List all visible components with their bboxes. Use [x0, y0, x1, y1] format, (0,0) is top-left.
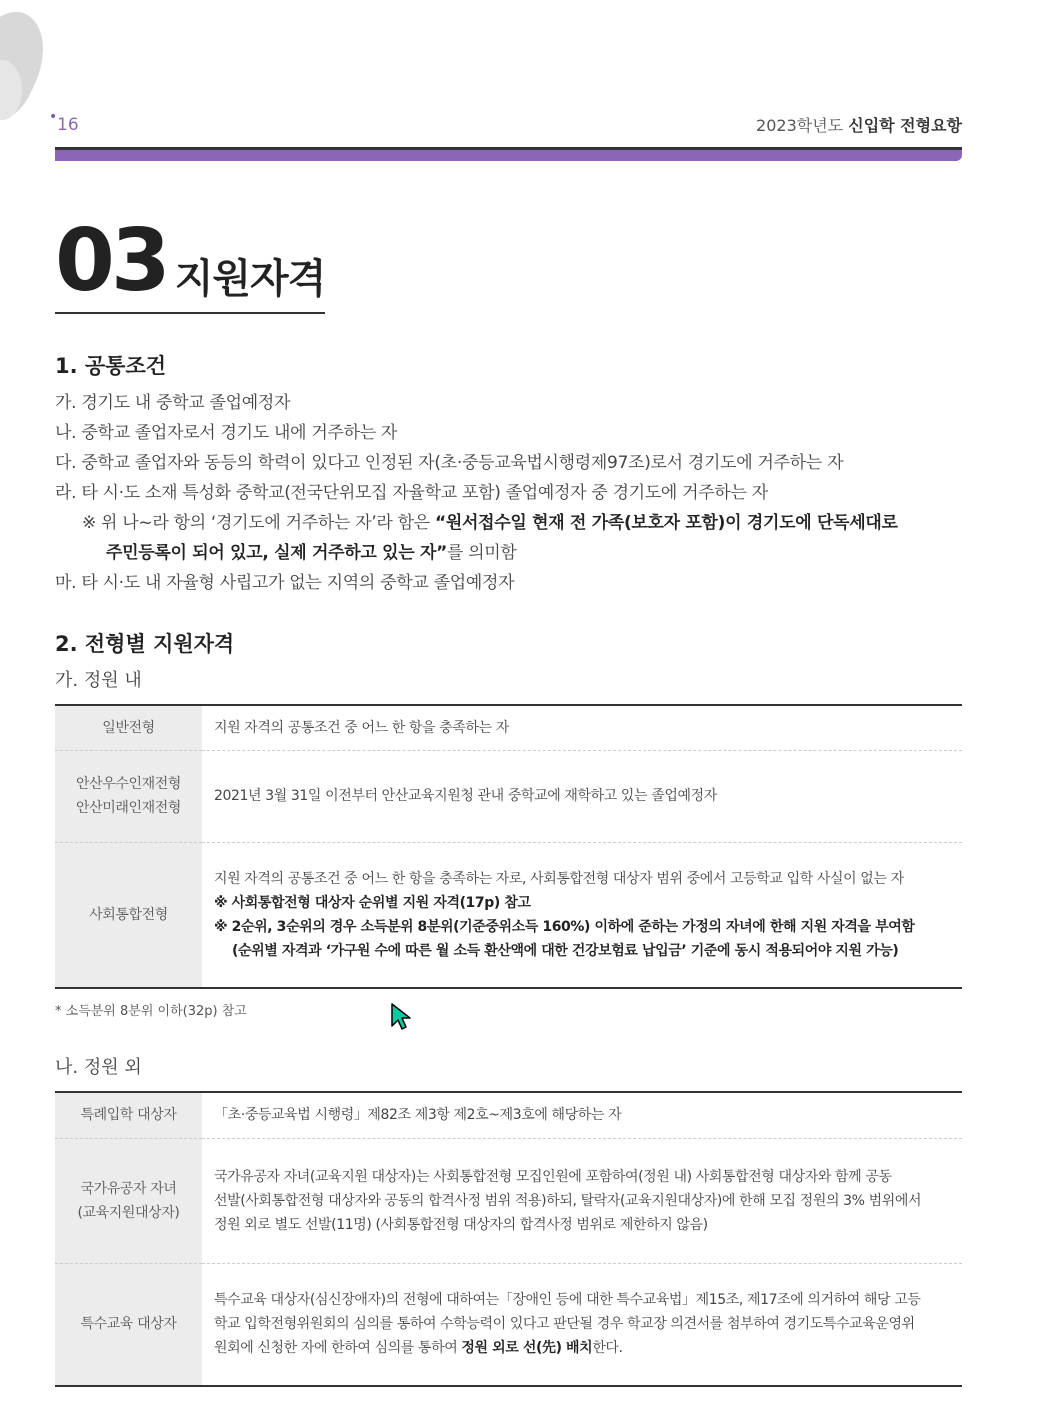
table-row [55, 1138, 962, 1263]
row-value-line-bold: ※ 사회통합전형 대상자 순위별 지원 자격(17p) 참고 [214, 894, 531, 911]
page-dot-icon: • [49, 109, 58, 125]
header-title-bold: 신입학 전형요항 [848, 116, 962, 135]
row-value: 「초·중등교육법 시행령」제82조 제3항 제2호~제3호에 해당하는 자 [202, 1093, 962, 1138]
row-value [202, 1263, 962, 1386]
common-heading: 1. 공통조건 [55, 354, 167, 378]
row-value-line: 지원 자격의 공통조건 중 어느 한 항을 충족하는 자로, 사회통합전형 대상자 범위 중에서 고등학교 입학 사실이 없는 자 [214, 870, 904, 887]
row-label [55, 750, 202, 842]
header-year: 2023학년도 [756, 116, 849, 135]
row-value-line: 정원 외로 별도 선발(11명) (사회통합전형 대상자의 합격사정 범위로 제한하지 않음) [214, 1216, 708, 1233]
footnote: * 소득분위 8분위 이하(32p) 참고 [55, 1004, 247, 1019]
row-label-line: 안산미래인재전형 [76, 800, 181, 816]
table-row [55, 842, 962, 988]
row-value-text: 한다. [592, 1340, 623, 1357]
row-value-bold: 정원 외로 선(先) 배치 [461, 1340, 593, 1357]
common-item: 마. 타 시·도 내 자율형 사립고가 없는 지역의 중학교 졸업예정자 [55, 573, 515, 593]
row-value-text: 원회에 신청한 자에 한하여 심의를 통하여 [214, 1340, 462, 1357]
row-label-line: 국가유공자 자녀 [80, 1180, 177, 1197]
row-value-line: 학교 입학전형위원회의 심의를 통하여 수학능력이 있다고 판단될 경우 학교장 의견서를 첨부하여 경기도특수교육운영위 [214, 1316, 915, 1333]
row-value-line-bold: ※ 2순위, 3순위의 경우 소득분위 8분위(기준중위소득 160%) 이하에 준하는 가정의 자녀에 한해 지원 자격을 부여함 [214, 918, 915, 935]
page-number [49, 109, 79, 135]
row-value: 2021년 3월 31일 이전부터 안산교육지원청 관내 중학교에 재학하고 있는 졸업예정자 [202, 750, 962, 842]
row-value-line: 국가유공자 자녀(교육지원 대상자)는 사회통합전형 모집인원에 포함하여(정원 내) 사회통합전형 대상자와 함께 공동 [214, 1168, 892, 1185]
common-item: 가. 경기도 내 중학교 졸업예정자 [55, 393, 291, 413]
outside-quota-table [55, 1093, 962, 1387]
row-label: 특례입학 대상자 [55, 1093, 202, 1138]
table-row [55, 750, 962, 842]
by-type-heading: 2. 전형별 지원자격 [55, 632, 235, 656]
row-value-line: 특수교육 대상자(심신장애자)의 전형에 대하여는「장애인 등에 대한 특수교육법」제15조, 제17조에 의거하여 해당 고등 [214, 1292, 921, 1309]
common-note-bold: “원서접수일 현재 전 가족(보호자 포함)이 경기도에 단독세대로 [435, 513, 898, 533]
common-item: 라. 타 시·도 소재 특성화 중학교(전국단위모집 자율학교 포함) 졸업예정자 중 경기도에 거주하는 자 [55, 483, 768, 503]
common-note-suffix: 를 의미함 [446, 543, 517, 563]
row-label: 특수교육 대상자 [55, 1263, 202, 1386]
section-heading [55, 211, 326, 311]
within-quota-subheading: 가. 정원 내 [55, 670, 142, 691]
common-item: 다. 중학교 졸업자와 동등의 학력이 있다고 인정된 자(초·중등교육법시행령제97조)로서 경기도에 거주하는 자 [55, 453, 844, 473]
section-title: 지원자격 [174, 256, 326, 302]
row-value-line [214, 1336, 950, 1360]
row-value-line-bold: (순위별 자격과 ‘가구원 수에 따른 월 소득 환산액에 대한 건강보험료 납입금’ 기준에 동시 적용되어야 지원 가능) [232, 942, 899, 959]
common-item: 나. 중학교 졸업자로서 경기도 내에 거주하는 자 [55, 423, 398, 443]
header-title [756, 113, 962, 136]
header-accent-bar [55, 150, 962, 161]
outside-quota-subheading: 나. 정원 외 [55, 1057, 142, 1078]
common-note-cont [106, 538, 517, 563]
row-label [55, 1138, 202, 1263]
common-note-bold-2: 주민등록이 되어 있고, 실제 거주하고 있는 자” [106, 543, 447, 563]
row-value: 지원 자격의 공통조건 중 어느 한 항을 충족하는 자 [202, 706, 962, 750]
common-note-prefix: ※ 위 나~라 항의 ‘경기도에 거주하는 자’라 함은 [82, 513, 436, 533]
page-number-text: 16 [57, 115, 79, 135]
row-label-line: (교육지원대상자) [77, 1204, 180, 1221]
table-row [55, 1263, 962, 1386]
within-quota-table [55, 706, 962, 989]
row-label: 사회통합전형 [55, 842, 202, 988]
row-value-line: 선발(사회통합전형 대상자와 공동의 합격사정 범위 적용)하되, 탈락자(교육지원대상자)에 한해 모집 정원의 3% 범위에서 [214, 1192, 922, 1209]
table-row [55, 1093, 962, 1138]
mouse-cursor-icon [390, 1002, 414, 1032]
common-note [82, 508, 898, 533]
row-value [202, 842, 962, 988]
row-label-line: 안산우수인재전형 [76, 776, 181, 792]
row-value [202, 1138, 962, 1263]
section-underline [55, 312, 325, 314]
table-row [55, 706, 962, 750]
row-label: 일반전형 [55, 706, 202, 750]
section-number: 03 [55, 211, 167, 311]
